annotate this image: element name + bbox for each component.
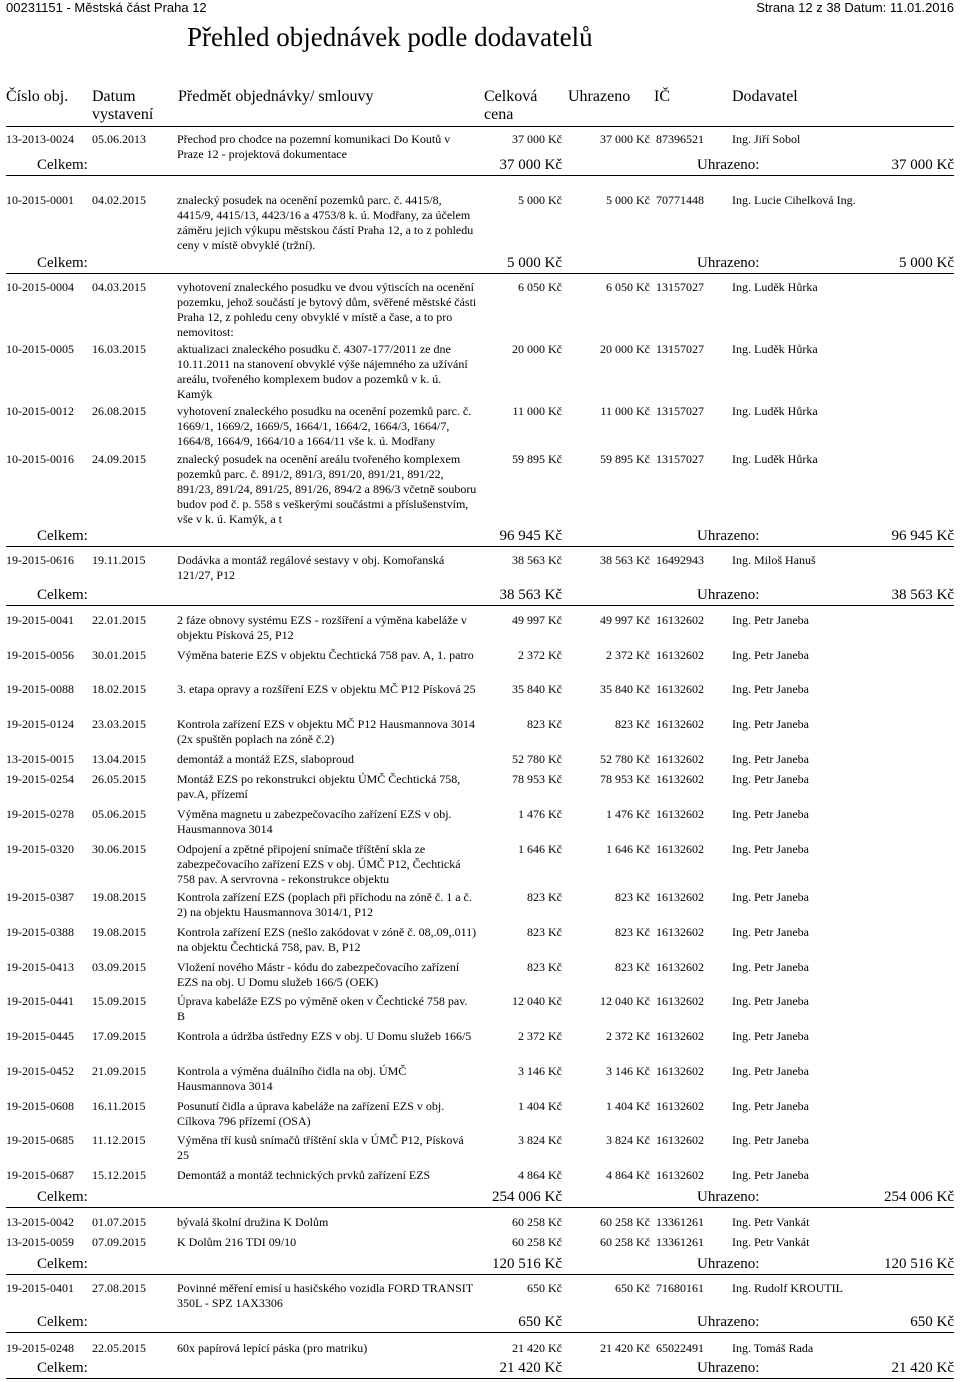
supplier-ic: 87396521	[656, 132, 704, 146]
subtotal-label: Celkem:	[37, 157, 88, 173]
order-paid: 60 258 Kč	[600, 1235, 650, 1249]
col-header-total: Celková cena	[484, 88, 538, 123]
order-number: 19-2015-0088	[6, 682, 74, 696]
supplier-ic: 16132602	[656, 960, 704, 974]
subtotal-paid: 120 516 Kč	[884, 1256, 954, 1272]
supplier-name: Ing. Jiří Sobol	[732, 132, 801, 146]
order-total: 12 040 Kč	[512, 994, 562, 1008]
supplier-name: Ing. Luděk Hůrka	[732, 342, 818, 356]
col-header-order-no: Číslo obj.	[6, 88, 69, 105]
subtotal-paid: 5 000 Kč	[899, 255, 954, 271]
order-paid: 3 146 Kč	[606, 1064, 650, 1078]
subtotal-rule	[6, 1332, 954, 1333]
order-paid: 37 000 Kč	[600, 132, 650, 146]
page-info: Strana 12 z 38 Datum: 11.01.2016	[756, 0, 954, 15]
order-total: 38 563 Kč	[512, 553, 562, 567]
order-subject: Posunutí čidla a úprava kabeláže na zařízení EZS v obj. Cílkova 796 přízemí (OSA)	[177, 1099, 445, 1128]
order-total: 78 953 Kč	[512, 772, 562, 786]
order-date: 04.02.2015	[92, 193, 146, 207]
subtotal-label: Celkem:	[37, 1189, 88, 1205]
order-number: 10-2015-0012	[6, 404, 74, 418]
order-total: 52 780 Kč	[512, 752, 562, 766]
subtotal-label: Celkem:	[37, 1314, 88, 1330]
order-number: 13-2013-0024	[6, 132, 74, 146]
subtotal-rule	[6, 1274, 954, 1275]
order-total: 60 258 Kč	[512, 1215, 562, 1229]
supplier-ic: 16492943	[656, 553, 704, 567]
subtotal-paid-label: Uhrazeno:	[697, 1314, 760, 1330]
order-date: 19.08.2015	[92, 890, 146, 904]
order-subject: Dodávka a montáž regálové sestavy v obj. Komořanská 121/27, P12	[177, 553, 445, 582]
supplier-ic: 16132602	[656, 1099, 704, 1113]
col-header-subject: Předmět objednávky/ smlouvy	[178, 88, 374, 105]
order-number: 19-2015-0388	[6, 925, 74, 939]
order-paid: 11 000 Kč	[600, 404, 650, 418]
order-total: 1 404 Kč	[518, 1099, 562, 1113]
order-date: 26.05.2015	[92, 772, 146, 786]
order-total: 21 420 Kč	[512, 1341, 562, 1355]
supplier-name: Ing. Petr Janeba	[732, 807, 809, 821]
subtotal-paid-label: Uhrazeno:	[697, 1256, 760, 1272]
order-date: 07.09.2015	[92, 1235, 146, 1249]
order-total: 5 000 Kč	[518, 193, 562, 207]
supplier-ic: 13157027	[656, 280, 704, 294]
subtotal-paid-label: Uhrazeno:	[697, 157, 760, 173]
subtotal-total: 21 420 Kč	[499, 1360, 562, 1376]
order-number: 19-2015-0445	[6, 1029, 74, 1043]
order-number: 10-2015-0016	[6, 452, 74, 466]
supplier-ic: 16132602	[656, 994, 704, 1008]
order-number: 19-2015-0452	[6, 1064, 74, 1078]
subtotal-rule	[6, 175, 954, 176]
order-subject: Kontrola zařízení EZS (poplach při příchodu na zóně č. 1 a č. 2) na objektu Hausmannova 3014/1, P12	[177, 890, 472, 919]
supplier-name: Ing. Luděk Hůrka	[732, 452, 818, 466]
order-paid: 1 476 Kč	[606, 807, 650, 821]
order-date: 16.03.2015	[92, 342, 146, 356]
supplier-name: Ing. Petr Janeba	[732, 842, 809, 856]
order-number: 19-2015-0413	[6, 960, 74, 974]
order-date: 30.06.2015	[92, 842, 146, 856]
order-subject: Úprava kabeláže EZS po výměně oken v Čechtické 758 pav. B	[177, 994, 468, 1023]
subtotal-paid-label: Uhrazeno:	[697, 1189, 760, 1205]
order-paid: 38 563 Kč	[600, 553, 650, 567]
order-total: 823 Kč	[527, 960, 562, 974]
supplier-ic: 16132602	[656, 807, 704, 821]
order-paid: 650 Kč	[615, 1281, 650, 1295]
supplier-name: Ing. Petr Vankát	[732, 1215, 810, 1229]
subtotal-paid-label: Uhrazeno:	[697, 255, 760, 271]
supplier-ic: 16132602	[656, 682, 704, 696]
order-subject: Kontrola a výměna duálního čidla na obj. ÚMČ Hausmannova 3014	[177, 1064, 407, 1093]
order-paid: 52 780 Kč	[600, 752, 650, 766]
order-number: 10-2015-0004	[6, 280, 74, 294]
supplier-ic: 16132602	[656, 1133, 704, 1147]
order-paid: 20 000 Kč	[600, 342, 650, 356]
organization-label: 00231151 - Městská část Praha 12	[6, 0, 207, 15]
order-number: 19-2015-0441	[6, 994, 74, 1008]
subtotal-rule	[6, 1378, 954, 1379]
order-paid: 823 Kč	[615, 960, 650, 974]
order-subject: Přechod pro chodce na pozemní komunikaci Do Koutů v Praze 12 - projektová dokumentace	[177, 132, 451, 161]
order-date: 26.08.2015	[92, 404, 146, 418]
order-date: 22.01.2015	[92, 613, 146, 627]
order-total: 650 Kč	[527, 1281, 562, 1295]
supplier-ic: 16132602	[656, 1168, 704, 1182]
subtotal-total: 38 563 Kč	[499, 587, 562, 603]
order-paid: 5 000 Kč	[606, 193, 650, 207]
order-date: 16.11.2015	[92, 1099, 146, 1113]
subtotal-total: 254 006 Kč	[492, 1189, 562, 1205]
order-number: 19-2015-0056	[6, 648, 74, 662]
supplier-ic: 16132602	[656, 772, 704, 786]
order-number: 10-2015-0005	[6, 342, 74, 356]
order-date: 05.06.2013	[92, 132, 146, 146]
order-total: 49 997 Kč	[512, 613, 562, 627]
order-date: 19.11.2015	[92, 553, 146, 567]
order-number: 13-2015-0059	[6, 1235, 74, 1249]
order-date: 27.08.2015	[92, 1281, 146, 1295]
supplier-ic: 16132602	[656, 648, 704, 662]
subtotal-paid: 96 945 Kč	[891, 528, 954, 544]
supplier-ic: 13157027	[656, 404, 704, 418]
order-paid: 60 258 Kč	[600, 1215, 650, 1229]
supplier-ic: 16132602	[656, 1029, 704, 1043]
supplier-name: Ing. Petr Janeba	[732, 648, 809, 662]
supplier-ic: 16132602	[656, 842, 704, 856]
order-number: 19-2015-0401	[6, 1281, 74, 1295]
order-date: 19.08.2015	[92, 925, 146, 939]
supplier-ic: 16132602	[656, 717, 704, 731]
subtotal-paid-label: Uhrazeno:	[697, 1360, 760, 1376]
order-date: 15.09.2015	[92, 994, 146, 1008]
supplier-ic: 13361261	[656, 1235, 704, 1249]
supplier-ic: 65022491	[656, 1341, 704, 1355]
order-subject: demontáž a montáž EZS, slaboproud	[177, 752, 354, 766]
order-subject: bývalá školní družina K Dolům	[177, 1215, 329, 1229]
col-header-ic: IČ	[654, 88, 670, 105]
order-date: 03.09.2015	[92, 960, 146, 974]
order-date: 23.03.2015	[92, 717, 146, 731]
order-date: 05.06.2015	[92, 807, 146, 821]
order-subject: aktualizaci znaleckého posudku č. 4307-177/2011 ze dne 10.11.2011 na stanovení obvyklé výše nájemného za užívání areálu, tvořeného komplexem budov a pozemků v k. ú. Kamýk	[177, 342, 468, 401]
subtotal-label: Celkem:	[37, 1360, 88, 1376]
order-total: 1 646 Kč	[518, 842, 562, 856]
order-number: 19-2015-0254	[6, 772, 74, 786]
order-total: 60 258 Kč	[512, 1235, 562, 1249]
order-total: 1 476 Kč	[518, 807, 562, 821]
order-date: 21.09.2015	[92, 1064, 146, 1078]
subtotal-total: 96 945 Kč	[499, 528, 562, 544]
order-number: 19-2015-0608	[6, 1099, 74, 1113]
supplier-name: Ing. Petr Janeba	[732, 1133, 809, 1147]
supplier-name: Ing. Petr Janeba	[732, 717, 809, 731]
order-subject: Povinné měření emisí u hasičského vozidla FORD TRANSIT 350L - SPZ 1AX3306	[177, 1281, 473, 1310]
subtotal-label: Celkem:	[37, 1256, 88, 1272]
order-date: 24.09.2015	[92, 452, 146, 466]
supplier-ic: 13157027	[656, 342, 704, 356]
subtotal-paid-label: Uhrazeno:	[697, 528, 760, 544]
order-number: 19-2015-0685	[6, 1133, 74, 1147]
order-date: 13.04.2015	[92, 752, 146, 766]
subtotal-label: Celkem:	[37, 528, 88, 544]
subtotal-paid: 254 006 Kč	[884, 1189, 954, 1205]
supplier-name: Ing. Petr Janeba	[732, 1099, 809, 1113]
order-date: 18.02.2015	[92, 682, 146, 696]
order-paid: 1 404 Kč	[606, 1099, 650, 1113]
supplier-name: Ing. Tomáš Rada	[732, 1341, 814, 1355]
supplier-name: Ing. Petr Janeba	[732, 890, 809, 904]
supplier-ic: 13157027	[656, 452, 704, 466]
order-total: 20 000 Kč	[512, 342, 562, 356]
order-subject: Kontrola zařízení EZS v objektu MČ P12 Hausmannova 3014 (2x spuštěn poplach na zóně č.2)	[177, 717, 475, 746]
order-paid: 12 040 Kč	[600, 994, 650, 1008]
order-subject: Kontrola a údržba ústředny EZS v obj. U Domu služeb 166/5	[177, 1029, 472, 1043]
order-paid: 4 864 Kč	[606, 1168, 650, 1182]
order-paid: 2 372 Kč	[606, 1029, 650, 1043]
order-paid: 823 Kč	[615, 717, 650, 731]
subtotal-label: Celkem:	[37, 255, 88, 271]
order-paid: 59 895 Kč	[600, 452, 650, 466]
order-date: 30.01.2015	[92, 648, 146, 662]
supplier-name: Ing. Rudolf KROUTIL	[732, 1281, 843, 1295]
supplier-name: Ing. Luděk Hůrka	[732, 280, 818, 294]
order-paid: 6 050 Kč	[606, 280, 650, 294]
supplier-ic: 16132602	[656, 925, 704, 939]
order-number: 19-2015-0320	[6, 842, 74, 856]
supplier-name: Ing. Petr Janeba	[732, 994, 809, 1008]
subtotal-total: 5 000 Kč	[507, 255, 562, 271]
order-total: 3 824 Kč	[518, 1133, 562, 1147]
order-subject: 60x papírová lepící páska (pro matriku)	[177, 1341, 368, 1355]
supplier-name: Ing. Petr Janeba	[732, 1168, 809, 1182]
supplier-name: Ing. Lucie Cihelková Ing.	[732, 193, 856, 207]
subtotal-total: 120 516 Kč	[492, 1256, 562, 1272]
subtotal-total: 650 Kč	[518, 1314, 562, 1330]
order-number: 19-2015-0248	[6, 1341, 74, 1355]
subtotal-total: 37 000 Kč	[499, 157, 562, 173]
order-number: 19-2015-0387	[6, 890, 74, 904]
supplier-name: Ing. Petr Janeba	[732, 772, 809, 786]
order-number: 13-2015-0015	[6, 752, 74, 766]
order-subject: Kontrola zařízení EZS (nešlo zakódovat v zóně č. 08,.09,.011) na objektu Čechtická 758, pav. B, P12	[177, 925, 477, 954]
supplier-ic: 16132602	[656, 890, 704, 904]
supplier-name: Ing. Luděk Hůrka	[732, 404, 818, 418]
order-subject: Vložení nového Mástr - kódu do zabezpečovacího zařízení EZS na obj. U Domu služeb 166/5 (OEK)	[177, 960, 460, 989]
supplier-name: Ing. Petr Janeba	[732, 752, 809, 766]
subtotal-paid: 38 563 Kč	[891, 587, 954, 603]
order-subject: Výměna magnetu u zabezpečovacího zařízení EZS v obj. Hausmannova 3014	[177, 807, 452, 836]
order-total: 823 Kč	[527, 717, 562, 731]
order-subject: znalecký posudek na ocenění pozemků parc. č. 4415/8, 4415/9, 4415/13, 4423/16 a 4753/8 k. ú. Modřany, za účelem záměru jejich výkupu městskou částí Praha 12, a to z pohledu ceny v místě obvyklé (tržní).	[177, 193, 474, 252]
order-paid: 35 840 Kč	[600, 682, 650, 696]
order-subject: Demontáž a montáž technických prvků zařízení EZS	[177, 1168, 431, 1182]
order-total: 823 Kč	[527, 890, 562, 904]
col-header-date: Datum vystavení	[92, 88, 154, 123]
supplier-ic: 13361261	[656, 1215, 704, 1229]
order-total: 3 146 Kč	[518, 1064, 562, 1078]
order-subject: Výměna tří kusů snímačů tříštění skla v ÚMČ P12, Písková 25	[177, 1133, 464, 1162]
subtotal-paid: 37 000 Kč	[891, 157, 954, 173]
supplier-name: Ing. Miloš Hanuš	[732, 553, 816, 567]
order-number: 19-2015-0687	[6, 1168, 74, 1182]
order-paid: 823 Kč	[615, 890, 650, 904]
order-date: 01.07.2015	[92, 1215, 146, 1229]
order-paid: 21 420 Kč	[600, 1341, 650, 1355]
order-subject: 2 fáze obnovy systému EZS - rozšíření a výměna kabeláže v objektu Písková 25, P12	[177, 613, 467, 642]
subtotal-rule	[6, 273, 954, 274]
order-number: 13-2015-0042	[6, 1215, 74, 1229]
order-number: 19-2015-0124	[6, 717, 74, 731]
order-paid: 2 372 Kč	[606, 648, 650, 662]
order-paid: 823 Kč	[615, 925, 650, 939]
subtotal-rule	[6, 546, 954, 547]
order-subject: 3. etapa opravy a rozšíření EZS v objektu MČ P12 Písková 25	[177, 682, 476, 696]
order-subject: K Dolům 216 TDI 09/10	[177, 1235, 297, 1249]
subtotal-rule	[6, 1207, 954, 1208]
col-header-supplier: Dodavatel	[732, 88, 798, 105]
order-number: 10-2015-0001	[6, 193, 74, 207]
subtotal-paid: 21 420 Kč	[891, 1360, 954, 1376]
order-subject: Odpojení a zpětné připojení snímače tříštění skla ze zabezpečovacího zařízení EZS v obj. ÚMČ P12, Čechtická 758 pav. A servrovna - rekonstrukce objektu	[177, 842, 461, 886]
supplier-name: Ing. Petr Janeba	[732, 1029, 809, 1043]
supplier-ic: 16132602	[656, 1064, 704, 1078]
page-title: Přehled objednávek podle dodavatelů	[187, 22, 593, 52]
supplier-name: Ing. Petr Vankát	[732, 1235, 810, 1249]
order-total: 59 895 Kč	[512, 452, 562, 466]
supplier-ic: 16132602	[656, 613, 704, 627]
order-total: 6 050 Kč	[518, 280, 562, 294]
order-subject: Výměna baterie EZS v objektu Čechtická 758 pav. A, 1. patro	[177, 648, 474, 662]
order-total: 11 000 Kč	[512, 404, 562, 418]
order-paid: 3 824 Kč	[606, 1133, 650, 1147]
supplier-ic: 16132602	[656, 752, 704, 766]
order-number: 19-2015-0616	[6, 553, 74, 567]
col-header-paid: Uhrazeno	[568, 88, 631, 105]
order-subject: znalecký posudek na ocenění areálu tvořeného komplexem pozemků parc. č. 891/2, 891/3, 891/20, 891/21, 891/22, 891/23, 891/24, 891/25, 891/26, 894/2 a 896/3 včetně souboru budov pod č. p. 558 s veškerými součástmi a příslušenstvím, vše v k. ú. Kamýk, a t	[177, 452, 477, 526]
subtotal-paid: 650 Kč	[910, 1314, 954, 1330]
supplier-name: Ing. Petr Janeba	[732, 1064, 809, 1078]
order-date: 17.09.2015	[92, 1029, 146, 1043]
order-paid: 49 997 Kč	[600, 613, 650, 627]
order-subject: vyhotovení znaleckého posudku ve dvou výtiscích na ocenění pozemku, jehož součástí je bytový dům, svěřené městské části Praha 12, z pohledu ceny obvyklé v místě a čase, a to pro nemovitost:	[177, 280, 477, 339]
supplier-name: Ing. Petr Janeba	[732, 613, 809, 627]
subtotal-label: Celkem:	[37, 587, 88, 603]
order-subject: vyhotovení znaleckého posudku na ocenění pozemků parc. č. 1669/1, 1669/2, 1669/5, 1664/1, 1664/2, 1664/3, 1664/7, 1664/8, 1664/9, 1664/10 a 1664/11 vše k. ú. Modřany	[177, 404, 472, 448]
supplier-ic: 70771448	[656, 193, 704, 207]
order-total: 823 Kč	[527, 925, 562, 939]
supplier-name: Ing. Petr Janeba	[732, 925, 809, 939]
order-total: 2 372 Kč	[518, 1029, 562, 1043]
order-date: 04.03.2015	[92, 280, 146, 294]
supplier-name: Ing. Petr Janeba	[732, 960, 809, 974]
order-total: 4 864 Kč	[518, 1168, 562, 1182]
order-total: 35 840 Kč	[512, 682, 562, 696]
order-paid: 78 953 Kč	[600, 772, 650, 786]
order-subject: Montáž EZS po rekonstrukci objektu ÚMČ Čechtická 758, pav.A, přízemí	[177, 772, 461, 801]
order-date: 15.12.2015	[92, 1168, 146, 1182]
order-total: 37 000 Kč	[512, 132, 562, 146]
order-date: 11.12.2015	[92, 1133, 146, 1147]
order-paid: 1 646 Kč	[606, 842, 650, 856]
subtotal-paid-label: Uhrazeno:	[697, 587, 760, 603]
supplier-ic: 71680161	[656, 1281, 704, 1295]
order-total: 2 372 Kč	[518, 648, 562, 662]
order-date: 22.05.2015	[92, 1341, 146, 1355]
order-number: 19-2015-0278	[6, 807, 74, 821]
supplier-name: Ing. Petr Janeba	[732, 682, 809, 696]
order-number: 19-2015-0041	[6, 613, 74, 627]
subtotal-rule	[6, 605, 954, 606]
